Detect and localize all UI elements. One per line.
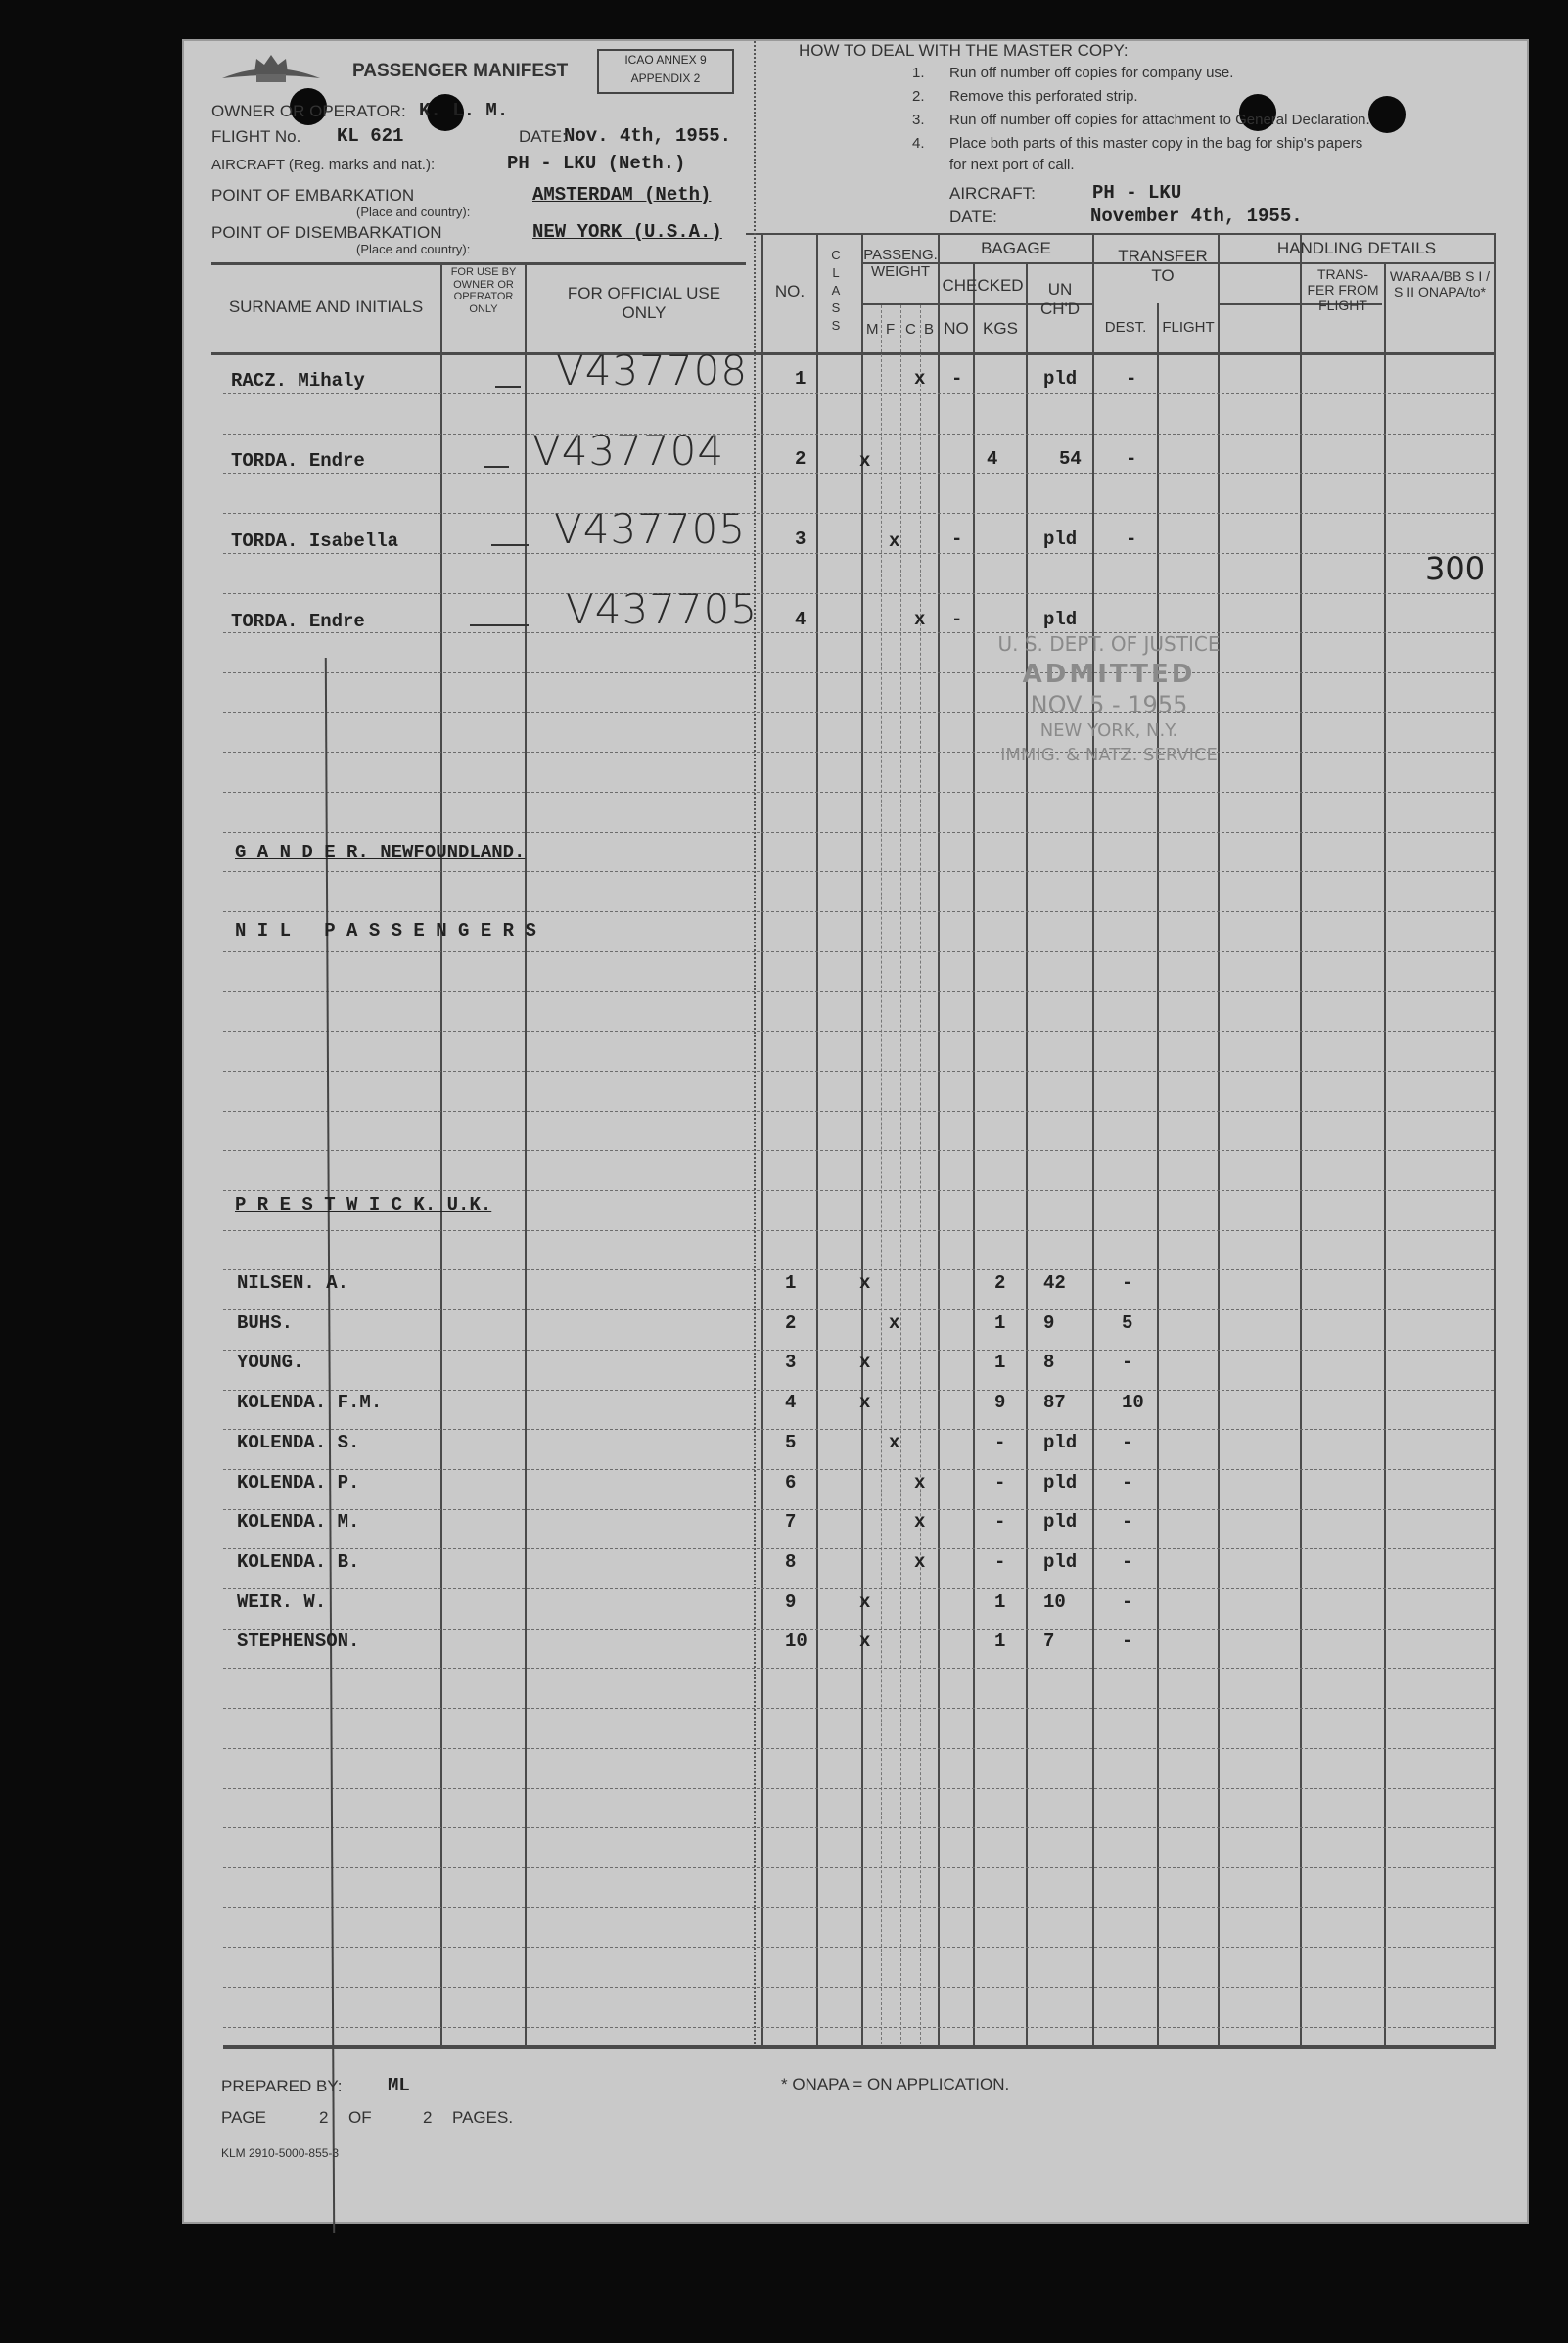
col-line <box>816 233 818 2049</box>
instruction-text-2: Remove this perforated strip. <box>949 88 1138 105</box>
col-line <box>861 233 863 2049</box>
weight-mark: x <box>914 368 926 390</box>
unchd-value: 10 <box>1122 1392 1144 1413</box>
header-rule <box>211 262 746 265</box>
col-checked-no: NO <box>944 319 969 338</box>
row-rule <box>223 1230 1494 1231</box>
stamp-line5: IMMIG. & NATZ. SERVICE <box>1000 745 1218 765</box>
col-line <box>1026 262 1028 2049</box>
checked-kgs: 42 <box>1043 1272 1066 1294</box>
weight-mark: x <box>859 1631 871 1652</box>
prestwick-heading: P R E S T W I C K. U.K. <box>235 1194 492 1216</box>
checked-kgs: 10 <box>1043 1591 1066 1613</box>
row-rule <box>223 393 1494 394</box>
col-handling: HANDLING DETAILS <box>1276 239 1437 257</box>
checked-no: - <box>994 1432 1006 1453</box>
disembark-sub: (Place and country): <box>356 242 471 256</box>
stamp-line1: U. S. DEPT. OF JUSTICE <box>997 632 1221 656</box>
row-rule <box>223 1827 1494 1828</box>
row-rule <box>223 1748 1494 1749</box>
passenger-no: 1 <box>785 1272 797 1294</box>
weight-b: B <box>924 321 935 338</box>
col-line <box>1384 262 1386 2049</box>
disembark-label: POINT OF DISEMBARKATION <box>211 223 442 242</box>
passenger-no: 4 <box>785 1392 797 1413</box>
checked-no: 4 <box>987 448 998 470</box>
column-header-bottom <box>211 352 1496 355</box>
col-baggage: BAGAGE <box>981 239 1051 257</box>
col-line <box>525 262 527 2049</box>
prepared-label: PREPARED BY: <box>221 2077 343 2095</box>
checked-no: - <box>951 528 963 550</box>
aircraft-value: PH - LKU (Neth.) <box>507 153 686 174</box>
instruction-num-3: 3. <box>912 112 925 128</box>
instruction-num-4: 4. <box>912 135 925 152</box>
row-rule <box>223 1907 1494 1908</box>
col-line <box>761 233 763 2049</box>
unchd-value: - <box>1122 1511 1133 1533</box>
checked-kgs: 8 <box>1043 1352 1055 1373</box>
row-rule <box>223 1309 1494 1310</box>
checked-kgs: 7 <box>1043 1631 1055 1652</box>
checked-no: 1 <box>994 1352 1006 1373</box>
weight-mark: x <box>889 1432 900 1453</box>
row-rule <box>223 1190 1494 1191</box>
nil-passengers: N I L P A S S E N G E R S <box>235 920 536 942</box>
unchd-value: - <box>1122 1432 1133 1453</box>
instruction-num-1: 1. <box>912 65 925 81</box>
weight-mark: x <box>859 1591 871 1613</box>
onapa-note: * ONAPA = ON APPLICATION. <box>781 2075 1010 2093</box>
passenger-name: TORDA. Endre <box>231 450 365 472</box>
passenger-name: KOLENDA. P. <box>237 1472 360 1493</box>
row-rule <box>223 1071 1494 1072</box>
weight-f: F <box>886 321 896 338</box>
passenger-no: 10 <box>785 1631 807 1652</box>
header-rule-right <box>746 233 1496 235</box>
passenger-name: KOLENDA. M. <box>237 1511 360 1533</box>
unchd-value: - <box>1122 1472 1133 1493</box>
row-rule <box>223 593 1494 594</box>
row-rule <box>223 473 1494 474</box>
col-line <box>1218 233 1220 2049</box>
unchd-value: - <box>1122 1631 1133 1652</box>
row-rule <box>223 911 1494 912</box>
instr-date-value: November 4th, 1955. <box>1090 206 1303 227</box>
col-unchd: UN CH'D <box>1039 280 1081 318</box>
row-rule <box>223 1668 1494 1669</box>
instruction-text-4: Place both parts of this master copy in the bag for ship's papers <box>949 135 1363 152</box>
passenger-no: 4 <box>795 609 807 630</box>
checked-no: 2 <box>994 1272 1006 1294</box>
row-rule <box>223 632 1494 633</box>
row-rule <box>223 1548 1494 1549</box>
row-rule <box>223 1588 1494 1589</box>
icao-line2: APPENDIX 2 <box>630 71 701 85</box>
date-value: Nov. 4th, 1955. <box>564 125 732 147</box>
checked-no: 1 <box>994 1591 1006 1613</box>
weight-mark: x <box>859 1392 871 1413</box>
col-checked: CHECKED <box>942 276 1024 295</box>
row-rule <box>223 792 1494 793</box>
handwritten-300: 300 <box>1425 550 1486 587</box>
col-checked-kgs: KGS <box>983 319 1018 338</box>
of-value: 2 <box>423 2108 433 2127</box>
unchd-value: - <box>1126 368 1137 390</box>
stamp-line4: NEW YORK, N.Y. <box>1039 720 1178 741</box>
page-value: 2 <box>319 2108 329 2127</box>
col-passeng-weight: PASSENG. WEIGHT <box>863 247 938 281</box>
checked-kgs: 54 <box>1059 448 1082 470</box>
owner-label: OWNER OR OPERATOR: <box>211 102 406 120</box>
checked-no: 1 <box>994 1631 1006 1652</box>
gander-heading: G A N D E R. NEWFOUNDLAND. <box>235 842 526 863</box>
row-rule <box>223 752 1494 753</box>
unchd-value: 5 <box>1122 1312 1133 1334</box>
weight-mark: x <box>914 1511 926 1533</box>
passenger-name: NILSEN. A. <box>237 1272 349 1294</box>
visa-number: V437708 <box>556 346 749 394</box>
passenger-name: TORDA. Endre <box>231 611 365 632</box>
disembark-value: NEW YORK (U.S.A.) <box>532 221 722 243</box>
klm-crown-logo-icon <box>217 49 325 98</box>
checked-kgs: pld <box>1043 1511 1078 1533</box>
row-rule <box>223 1350 1494 1351</box>
unchd-value: - <box>1122 1272 1133 1294</box>
manifest-sheet <box>184 41 1527 2222</box>
visa-number: V437705 <box>554 505 747 553</box>
visa-dash <box>491 544 529 546</box>
row-rule <box>223 1867 1494 1868</box>
passenger-name: WEIR. W. <box>237 1591 327 1613</box>
col-flight: FLIGHT <box>1162 319 1215 336</box>
weight-mark: x <box>889 1312 900 1334</box>
weight-mark: x <box>859 1352 871 1373</box>
col-line <box>440 262 442 2049</box>
col-class: CLASS <box>831 248 841 333</box>
row-rule <box>223 553 1494 554</box>
passenger-name: KOLENDA. B. <box>237 1551 360 1573</box>
row-rule <box>223 1788 1494 1789</box>
weight-mark: x <box>889 530 900 552</box>
checked-kgs: pld <box>1043 1432 1078 1453</box>
row-rule <box>223 1629 1494 1630</box>
checked-kgs: 87 <box>1043 1392 1066 1413</box>
checked-no: - <box>951 368 963 390</box>
perforation-line <box>754 41 756 2047</box>
visa-number: V437704 <box>532 427 725 475</box>
passenger-no: 3 <box>795 528 807 550</box>
col-for-use-by: FOR USE BY OWNER OR OPERATOR ONLY <box>450 266 517 315</box>
col-no: NO. <box>774 282 806 300</box>
col-line <box>1300 233 1302 2049</box>
row-rule <box>223 871 1494 872</box>
col-waraa: WARAA/BB S I / S II ONAPA/to* <box>1389 268 1491 300</box>
row-rule <box>223 1509 1494 1510</box>
col-dest: DEST. <box>1104 319 1147 336</box>
date-label: DATE: <box>519 127 567 146</box>
pages-label: PAGES. <box>452 2108 514 2127</box>
row-rule <box>223 672 1494 673</box>
row-rule <box>223 712 1494 713</box>
col-transfer-from: TRANS- FER FROM FLIGHT <box>1307 266 1379 314</box>
col-line <box>1494 233 1496 2049</box>
weight-mark: x <box>859 1272 871 1294</box>
instr-date-label: DATE: <box>949 207 997 226</box>
flight-value: KL 621 <box>337 125 404 147</box>
weight-mark: x <box>914 609 926 630</box>
checked-no: 9 <box>994 1392 1006 1413</box>
checked-kgs: pld <box>1043 528 1078 550</box>
checked-no: 1 <box>994 1312 1006 1334</box>
visa-dash <box>484 466 509 468</box>
instruction-text-3: Run off number off copies for attachment to General Declaration. <box>949 112 1370 128</box>
instr-aircraft-value: PH - LKU <box>1092 182 1182 204</box>
punch-hole <box>1368 96 1406 133</box>
unchd-value: - <box>1126 528 1137 550</box>
passenger-no: 8 <box>785 1551 797 1573</box>
admitted-stamp <box>947 632 1270 765</box>
row-rule <box>223 1429 1494 1430</box>
checked-kgs: pld <box>1043 1472 1078 1493</box>
col-transfer: TRANSFER TO <box>1118 247 1208 285</box>
aircraft-label: AIRCRAFT (Reg. marks and nat.): <box>211 157 436 173</box>
row-rule <box>223 434 1494 435</box>
passenger-no: 6 <box>785 1472 797 1493</box>
owner-value: K. L. M. <box>419 100 509 121</box>
visa-dash <box>470 624 529 626</box>
icao-line1: ICAO ANNEX 9 <box>624 53 707 67</box>
weight-mark: x <box>914 1472 926 1493</box>
unchd-value: - <box>1126 448 1137 470</box>
icao-box <box>597 49 734 94</box>
stamp-line2: ADMITTED <box>1022 660 1196 689</box>
row-rule <box>223 1031 1494 1032</box>
instr-aircraft-label: AIRCRAFT: <box>949 184 1036 203</box>
unchd-value: - <box>1122 1551 1133 1573</box>
row-rule <box>223 1469 1494 1470</box>
passenger-name: BUHS. <box>237 1312 294 1334</box>
unchd-value: - <box>1122 1591 1133 1613</box>
form-code: KLM 2910-5000-855-3 <box>221 2146 340 2160</box>
checked-no: - <box>951 609 963 630</box>
weight-mark: x <box>859 450 871 472</box>
col-line <box>938 233 940 2049</box>
row-rule <box>223 991 1494 992</box>
row-rule <box>223 1947 1494 1948</box>
checked-kgs: pld <box>1043 368 1078 390</box>
passenger-name: KOLENDA. S. <box>237 1432 360 1453</box>
passenger-no: 1 <box>795 368 807 390</box>
passenger-no: 2 <box>785 1312 797 1334</box>
col-surname: SURNAME AND INITIALS <box>228 298 424 316</box>
passenger-no: 7 <box>785 1511 797 1533</box>
passenger-name: YOUNG. <box>237 1352 304 1373</box>
unchd-value: - <box>1122 1352 1133 1373</box>
page-label: PAGE <box>221 2108 266 2127</box>
weight-mark: x <box>914 1551 926 1573</box>
checked-no: - <box>994 1551 1006 1573</box>
passenger-name: RACZ. Mihaly <box>231 370 365 391</box>
instruction-num-2: 2. <box>912 88 925 105</box>
embark-label: POINT OF EMBARKATION <box>211 186 415 205</box>
passenger-name: KOLENDA. F.M. <box>237 1392 383 1413</box>
col-line <box>973 262 975 2049</box>
row-rule <box>223 1269 1494 1270</box>
checked-no: - <box>994 1511 1006 1533</box>
passenger-no: 2 <box>795 448 807 470</box>
manifest-title: PASSENGER MANIFEST <box>352 61 569 81</box>
visa-dash <box>495 386 521 388</box>
sub-rule <box>861 303 938 305</box>
checked-kgs: pld <box>1043 609 1078 630</box>
passenger-no: 3 <box>785 1352 797 1373</box>
row-rule <box>223 1150 1494 1151</box>
checked-kgs: 9 <box>1043 1312 1055 1334</box>
prepared-value: ML <box>388 2075 410 2096</box>
embark-value: AMSTERDAM (Neth) <box>532 184 712 206</box>
passenger-name: TORDA. Isabella <box>231 530 399 552</box>
row-rule <box>223 1708 1494 1709</box>
row-rule <box>223 1987 1494 1988</box>
row-rule <box>223 832 1494 833</box>
passenger-no: 9 <box>785 1591 797 1613</box>
row-rule <box>223 951 1494 952</box>
passenger-name: STEPHENSON. <box>237 1631 360 1652</box>
row-rule <box>223 513 1494 514</box>
row-rule <box>223 1111 1494 1112</box>
col-official: FOR OFFICIAL USE ONLY <box>567 284 721 322</box>
instruction-continuation: for next port of call. <box>949 157 1075 173</box>
checked-kgs: pld <box>1043 1551 1078 1573</box>
weight-c: C <box>905 321 916 338</box>
row-rule <box>223 2027 1494 2028</box>
checked-no: - <box>994 1472 1006 1493</box>
col-line <box>1092 233 1094 2049</box>
flight-label: FLIGHT No. <box>211 127 301 146</box>
embark-sub: (Place and country): <box>356 205 471 219</box>
passenger-no: 5 <box>785 1432 797 1453</box>
weight-m: M <box>866 321 879 338</box>
of-label: OF <box>348 2108 372 2127</box>
visa-number: V437705 <box>566 585 759 633</box>
stamp-line3: NOV 5 - 1955 <box>1030 691 1188 718</box>
instructions-title: HOW TO DEAL WITH THE MASTER COPY: <box>799 41 1129 60</box>
row-rule <box>223 1390 1494 1391</box>
bottom-rule <box>223 2045 1494 2049</box>
instruction-text-1: Run off number off copies for company use. <box>949 65 1234 81</box>
